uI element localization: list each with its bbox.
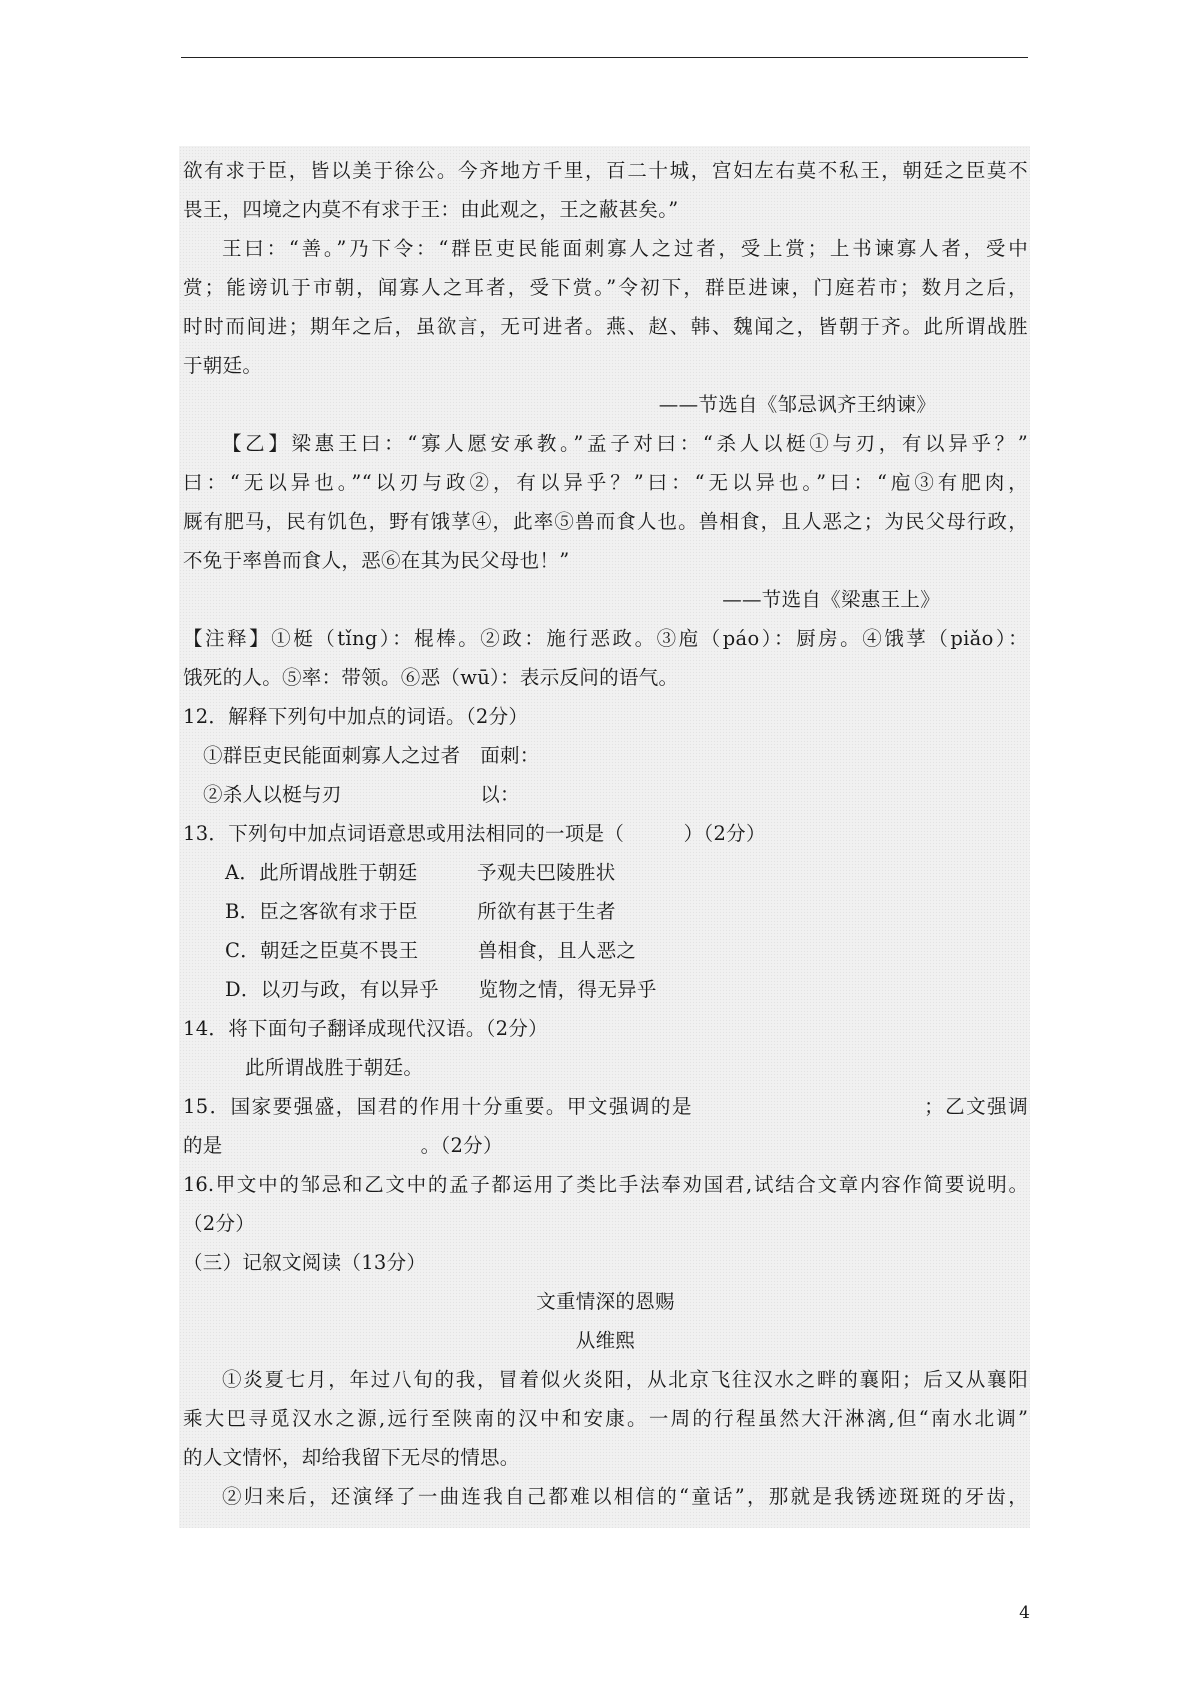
passage-jia-source: ——节选自《邹忌讽齐王纳谏》 xyxy=(658,393,936,416)
q12-item: ①群臣吏民能面刺寡人之过者 面刺： xyxy=(203,744,540,767)
section-heading: （三）记叙文阅读（13分） xyxy=(183,1251,427,1274)
q16-line: （2分） xyxy=(183,1212,256,1235)
passage-jia-line: 王曰：“善。”乃下令：“群臣吏民能面刺寡人之过者，受上赏；上书谏寡人者，受中 xyxy=(222,237,1028,260)
passage-yi-line: 厩有肥马，民有饥色，野有饿莩④，此率⑤兽而食人也。兽相食，且人恶之；为民父母行政， xyxy=(183,510,1028,533)
q14-stem: 14．将下面句子翻译成现代汉语。（2分） xyxy=(183,1017,548,1040)
q16-line: 16.甲文中的邹忌和乙文中的孟子都运用了类比手法奉劝国君,试结合文章内容作简要说明。 xyxy=(183,1173,1028,1196)
q13-stem: 13．下列句中加点词语意思或用法相同的一项是（ ）（2分） xyxy=(183,822,766,845)
passage-yi-source: ——节选自《梁惠王上》 xyxy=(722,588,940,611)
passage-jia-line: 赏；能谤讥于市朝，闻寡人之耳者，受下赏。”令初下，群臣进谏，门庭若市；数月之后， xyxy=(183,276,1028,299)
article-line: 乘大巴寻觅汉水之源,远行至陕南的汉中和安康。一周的行程虽然大汗淋漓,但“南水北调” xyxy=(183,1407,1028,1430)
q13-option-a: A．此所谓战胜于朝廷 予观夫巴陵胜状 xyxy=(225,861,616,884)
passage-jia-line: 畏王，四境之内莫不有求于王：由此观之，王之蔽甚矣。” xyxy=(183,198,679,221)
passage-jia-line: 于朝廷。 xyxy=(183,354,263,377)
passage-yi-line: 曰：“无以异也。”“以刃与政②，有以异乎？”曰：“无以异也。”曰：“庖③有肥肉， xyxy=(183,471,1028,494)
passage-yi-line: 【乙】梁惠王曰：“寡人愿安承教。”孟子对曰：“杀人以梃①与刃，有以异乎？” xyxy=(222,432,1028,455)
article-line: 的人文情怀，却给我留下无尽的情思。 xyxy=(183,1446,520,1469)
q15-line: 的是 。（2分） xyxy=(183,1134,503,1157)
q13-option-d: D．以刃与政，有以异乎 览物之情，得无异乎 xyxy=(225,978,657,1001)
notes-line: 【注释】①梃（tǐng）：棍棒。②政：施行恶政。③庖（páo）：厨房。④饿莩（piǎo）： xyxy=(183,627,1028,650)
article-author: 从维熙 xyxy=(575,1329,636,1352)
passage-jia-line: 欲有求于臣，皆以美于徐公。今齐地方千里，百二十城，宫妇左右莫不私王，朝廷之臣莫不 xyxy=(183,159,1028,182)
passage-jia-line: 时时而间进；期年之后，虽欲言，无可进者。燕、赵、韩、魏闻之，皆朝于齐。此所谓战胜 xyxy=(183,315,1028,338)
q13-option-b: B．臣之客欲有求于臣 所欲有甚于生者 xyxy=(225,900,616,923)
notes-line: 饿死的人。⑤率：带领。⑥恶（wū）：表示反问的语气。 xyxy=(183,666,679,689)
article-line: ②归来后，还演绎了一曲连我自己都难以相信的“童话”，那就是我锈迹斑斑的牙齿， xyxy=(222,1485,1028,1508)
q14-sentence: 此所谓战胜于朝廷。 xyxy=(245,1056,424,1079)
article-line: ①炎夏七月，年过八旬的我，冒着似火炎阳，从北京飞往汉水之畔的襄阳；后又从襄阳 xyxy=(222,1368,1028,1391)
passage-yi-line: 不免于率兽而食人，恶⑥在其为民父母也！” xyxy=(183,549,570,572)
article-title: 文重情深的恩赐 xyxy=(536,1290,675,1313)
q13-option-c: C．朝廷之臣莫不畏王 兽相食，且人恶之 xyxy=(225,939,637,962)
page-number: 4 xyxy=(1019,1603,1030,1623)
header-rule xyxy=(181,57,1028,58)
q15-line: 15．国家要强盛，国君的作用十分重要。甲文强调的是 ；乙文强调 xyxy=(183,1095,1028,1118)
q12-item: ②杀人以梃与刃 以： xyxy=(203,783,520,806)
q12-stem: 12．解释下列句中加点的词语。（2分） xyxy=(183,705,529,728)
